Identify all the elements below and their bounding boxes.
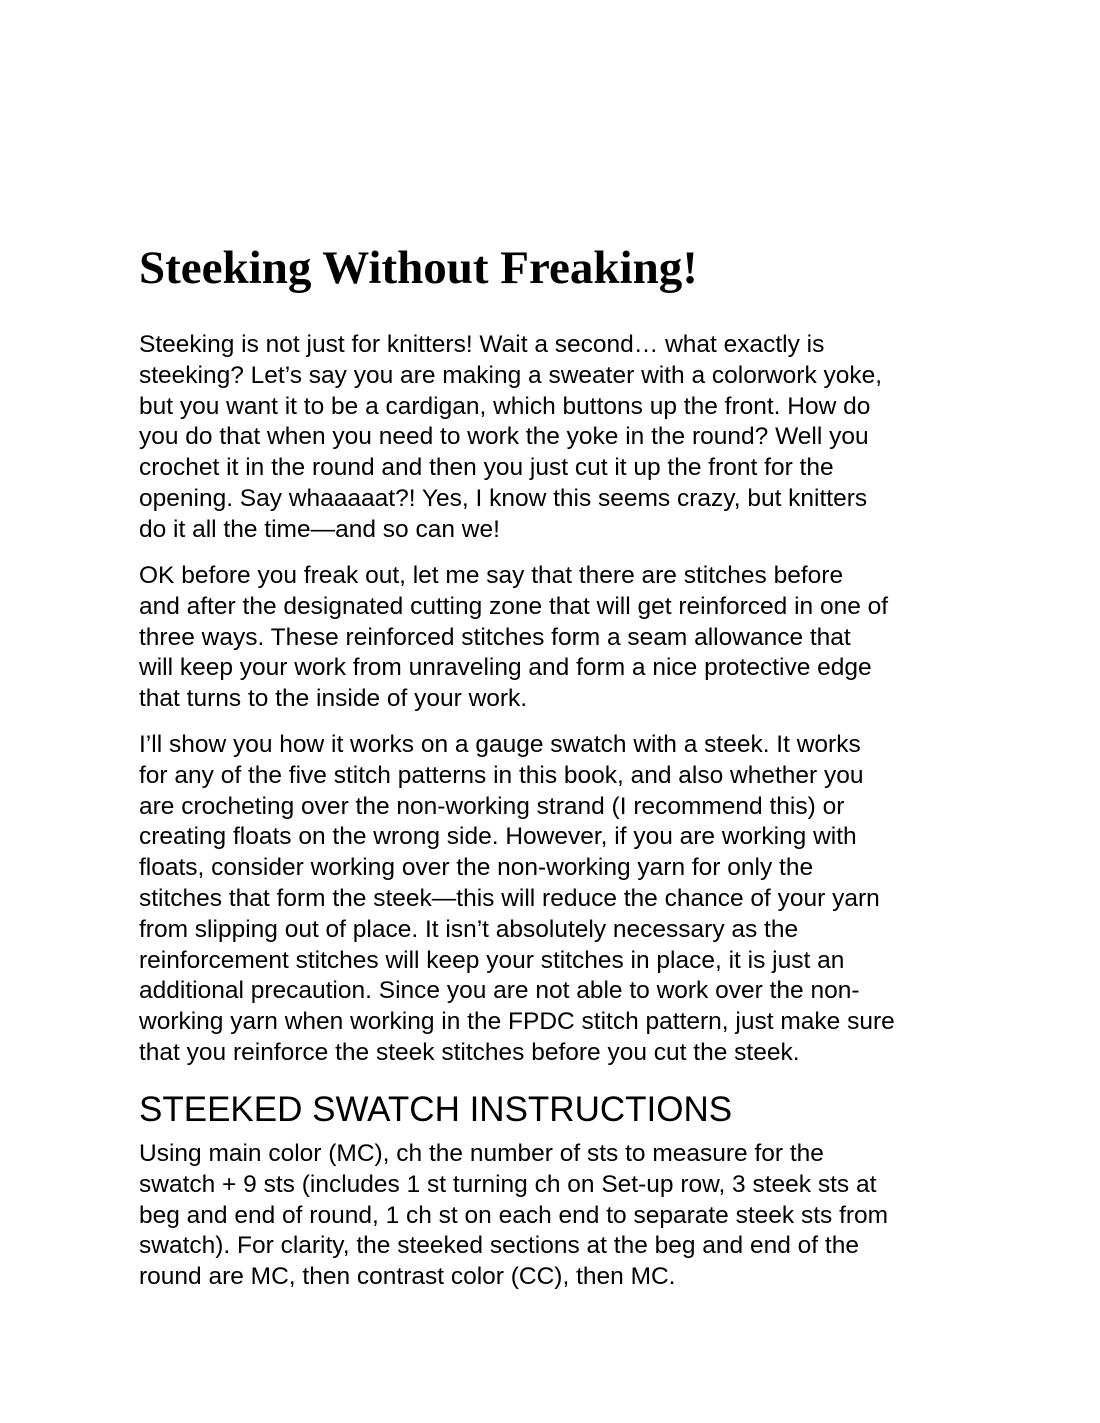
text-line: reinforcement stitches will keep your stitches in place, it is just an [139, 946, 845, 974]
text-line: Steeking is not just for knitters! Wait a second… what exactly is [139, 331, 825, 358]
text-line: I’ll show you how it works on a gauge swatch with a steek. It works [139, 731, 861, 758]
text-line: creating floats on the wrong side. However, if you are working with [139, 823, 857, 851]
text-line: working yarn when working in the FPDC stitch pattern, just make sure [139, 1008, 895, 1036]
text-line: but you want it to be a cardigan, which buttons up the front. How do [139, 392, 871, 420]
text-line: from slipping out of place. It isn’t absolutely necessary as the [139, 915, 799, 943]
section-heading: STEEKED SWATCH INSTRUCTIONS [139, 1090, 733, 1129]
text-line: for any of the five stitch patterns in this book, and also whether you [139, 761, 864, 789]
text-line: and after the designated cutting zone that will get reinforced in one of [139, 592, 889, 620]
body-paragraph-intro [139, 330, 882, 546]
text-line: floats, consider working over the non-working yarn for only the [139, 854, 814, 882]
body-paragraph-swatch-intro [139, 730, 895, 1069]
text-line: you do that when you need to work the yoke in the round? Well you [139, 423, 869, 451]
text-line: Using main color (MC), ch the number of sts to measure for the [139, 1140, 824, 1167]
text-line: steeking? Let’s say you are making a sweater with a colorwork yoke, [139, 361, 883, 389]
text-line: swatch). For clarity, the steeked sections at the beg and end of the [139, 1232, 859, 1260]
text-line: are crocheting over the non-working strand (I recommend this) or [139, 792, 845, 820]
text-line: do it all the time—and so can we! [139, 515, 500, 543]
text-line: additional precaution. Since you are not able to work over the non- [139, 977, 860, 1005]
text-line: OK before you freak out, let me say that there are stitches before [139, 562, 844, 589]
text-line: beg and end of round, 1 ch st on each end to separate steek sts from [139, 1201, 889, 1229]
body-paragraph-instructions [139, 1139, 888, 1293]
text-line: crochet it in the round and then you just cut it up the front for the [139, 454, 834, 482]
text-line: stitches that form the steek—this will reduce the chance of your yarn [139, 884, 880, 912]
page-title: Steeking Without Freaking! [139, 242, 698, 294]
text-line: opening. Say whaaaaat?! Yes, I know this seems crazy, but knitters [139, 484, 868, 512]
body-paragraph-reinforcement [139, 561, 888, 715]
text-line: that you reinforce the steek stitches before you cut the steek. [139, 1038, 800, 1066]
text-line: swatch + 9 sts (includes 1 st turning ch on Set-up row, 3 steek sts at [139, 1170, 877, 1198]
text-line: three ways. These reinforced stitches form a seam allowance that [139, 623, 851, 651]
text-line: that turns to the inside of your work. [139, 685, 528, 713]
text-line: will keep your work from unraveling and form a nice protective edge [139, 654, 872, 682]
text-line: round are MC, then contrast color (CC), then MC. [139, 1263, 676, 1291]
